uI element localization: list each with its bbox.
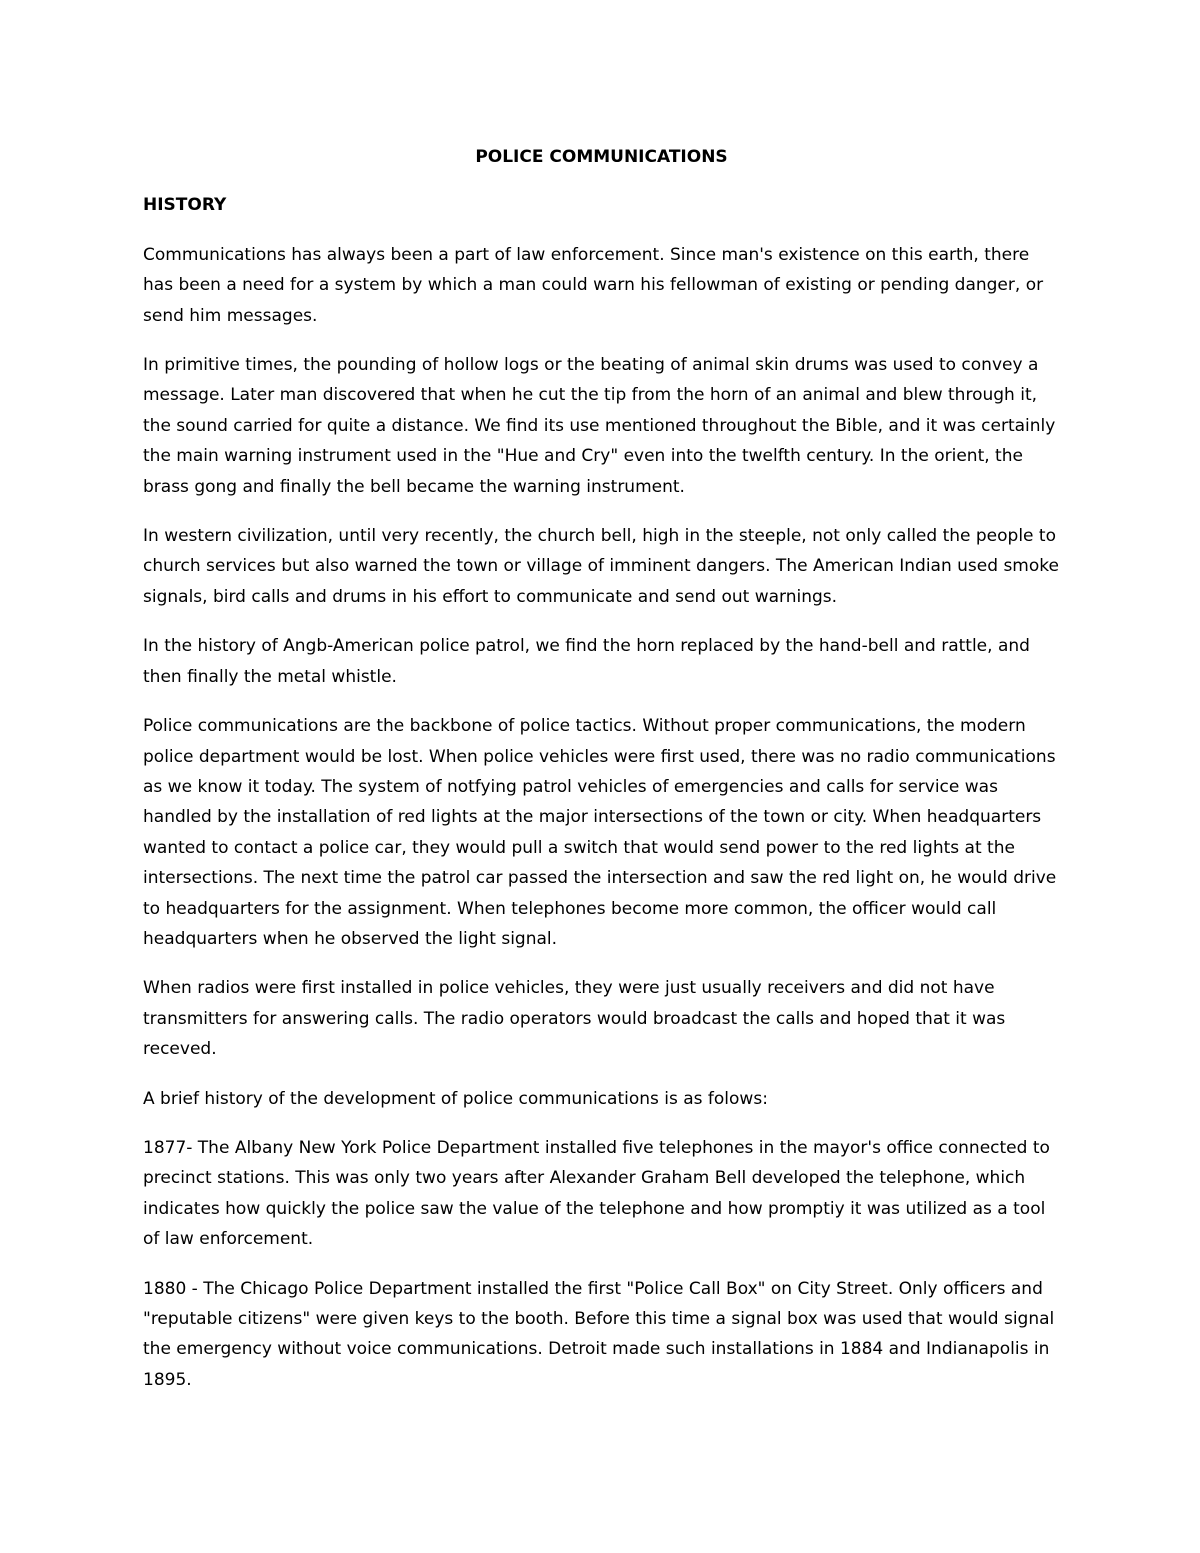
paragraph-western-civilization: In western civilization, until very recently, the church bell, high in the steeple, not only called the people to church services but also warned the town or village of imminent dangers. The American Indian used smoke signals, bird calls and drums in his effort to communicate and send out warnings.: [143, 526, 1059, 607]
paragraph-1877: 1877- The Albany New York Police Department installed five telephones in the mayor's office connected to precinct stations. This was only two years after Alexander Graham Bell developed the telephone, which indicates how quickly the police saw the value of the telephone and how promptiy it was utilized as a tool of law enforcement.: [143, 1137, 1050, 1250]
paragraph-first-radios: When radios were first installed in police vehicles, they were just usually receivers and did not have transmitters for answering calls. The radio operators would broadcast the calls and hoped that it was receved.: [143, 978, 1006, 1060]
document-title: POLICE COMMUNICATIONS: [475, 147, 728, 167]
paragraph-police-patrol-history: In the history of Angb-American police patrol, we find the horn replaced by the hand-bell and rattle, and then finally the metal whistle.: [143, 636, 1030, 687]
paragraph-backbone-of-tactics: Police communications are the backbone of police tactics. Without proper communications, the modern police department would be lost. When police vehicles were first used, there was no radio communications as we know it today. The system of notfying patrol vehicles of emergencies and calls for service was handled by the installation of red lights at the major intersections of the town or city. When headquarters wanted to contact a police car, they would pull a switch that would send power to the red lights at the intersections. The next time the patrol car passed the intersection and saw the red light on, he would drive to headquarters for the assignment. When telephones become more common, the officer would call headquarters when he observed the light signal.: [143, 716, 1057, 949]
paragraph-1880: 1880 - The Chicago Police Department installed the first "Police Call Box" on City Street. Only officers and "reputable citizens" were given keys to the booth. Before this time a signal box was used that would signal the emergency without voice communications. Detroit made such installations in 1884 and Indianapolis in 1895.: [143, 1278, 1055, 1390]
paragraph-brief-history-intro: A brief history of the development of police communications is as folows:: [143, 1088, 768, 1109]
section-heading: HISTORY: [143, 195, 227, 216]
paragraph-primitive-times: In primitive times, the pounding of hollow logs or the beating of animal skin drums was used to convey a message. Later man discovered that when he cut the tip from the horn of an animal and blew through it, the sound carried for quite a distance. We find its use mentioned throughout the Bible, and it was certainly the main warning instrument used in the "Hue and Cry" even into the twelfth century. In the orient, the brass gong and finally the bell became the warning instrument.: [143, 355, 1056, 497]
paragraph-communications-intro: Communications has always been a part of law enforcement. Since man's existence on this earth, there has been a need for a system by which a man could warn his fellowman of existing or pending danger, or send him messages.: [143, 244, 1044, 326]
document-body: [143, 142, 1060, 1414]
